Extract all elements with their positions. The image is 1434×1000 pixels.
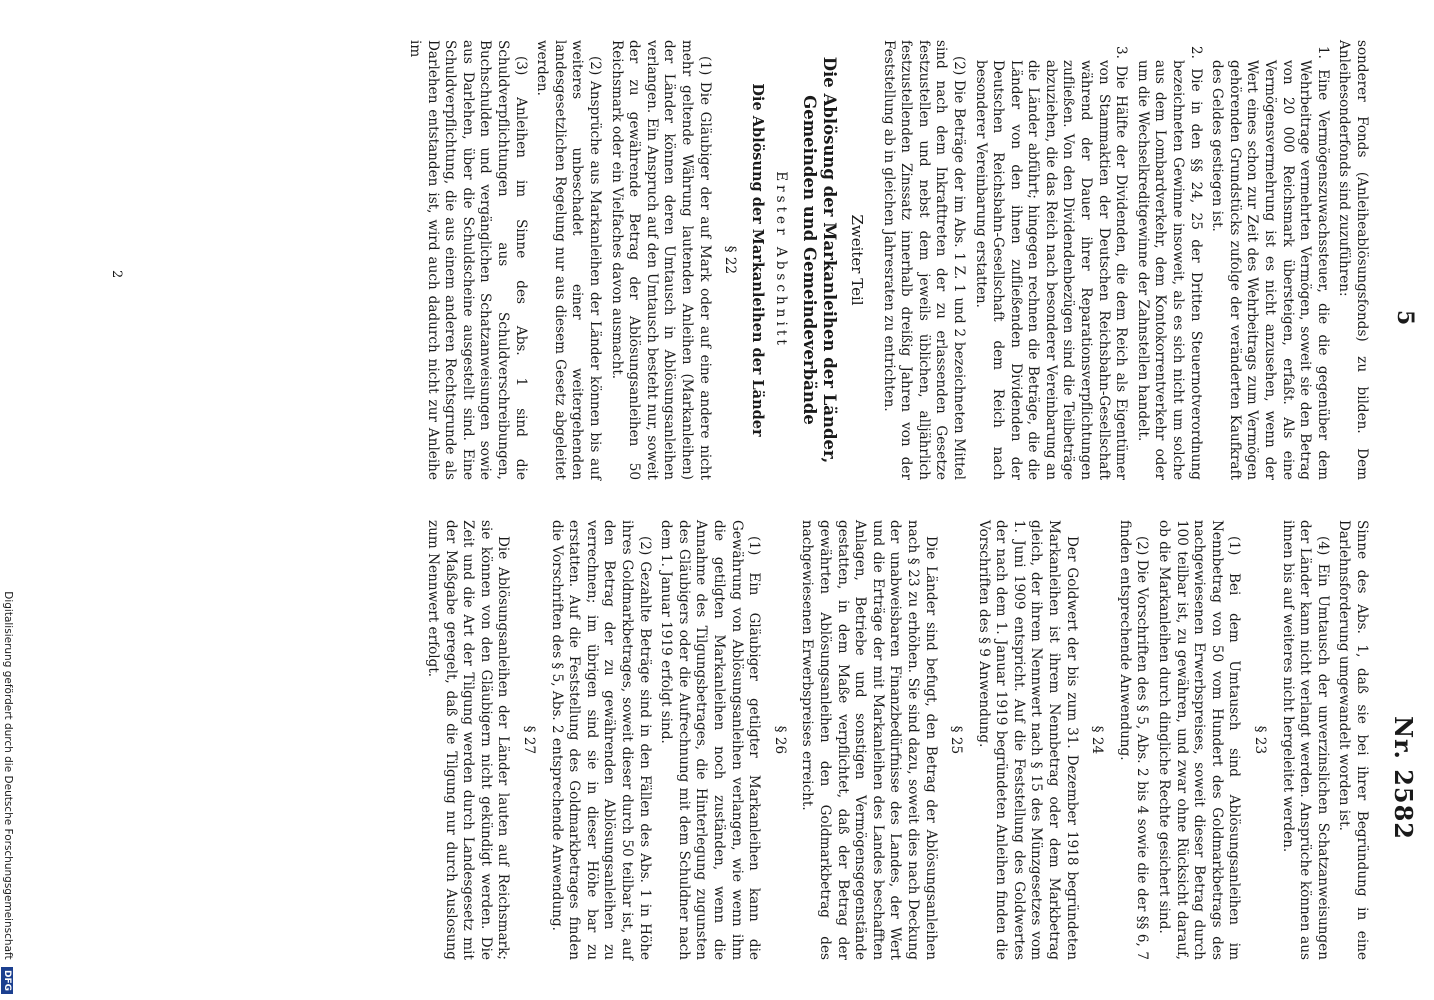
paragraph: Sinne des Abs. 1, daß sie bei ihrer Begründung in eine Darlehnsforderung umgewandelt worden ist.: [1336, 520, 1370, 960]
section-number: § 27: [521, 725, 538, 755]
left-column: [402, 40, 1371, 480]
section-number: § 24: [1089, 725, 1106, 755]
paragraph: Die Länder sind befugt, den Betrag der Ablösungsanleihen nach § 23 zu erhöhen. Sie sind dazu, soweit dies nach Deckung der unabweisbaren Finanzbedürfnisse des Landes, der Wert und die Erträge der mit Markanleihen des Landes beschafften Anlagen, Betriebe und sonstigen Vermögensgegenstände gestatten, in dem Maße verpflichtet, daß der Betrag der gewährten Ablösungsanleihen den Goldmarkbetrag des nachgewiesenen Erwerbspreises erreicht.: [799, 520, 939, 960]
digitization-stamp: [1, 0, 14, 1000]
paragraph: (3) Anleihen im Sinne des Abs. 1 sind die Schuldverpflichtungen aus Schuldverschreibungen, Buchschulden und vergänglichen Schatzanweisungen sowie aus Darlehen, über die Schuldscheine ausgestellt sind. Eine Schuldverpflichtung, die aus einem anderen Rechtsgrunde als Darlehen entstanden ist, wird auch dadurch nicht zur Anleihe im: [407, 40, 529, 480]
section-number: § 23: [1252, 725, 1269, 755]
subsection-title: Erster Abschnitt: [773, 171, 790, 349]
paragraph: (2) Gezahlte Beträge sind in den Fällen des Abs. 1 in Höhe ihres Goldmarkbetrages, soweit dieser durch 50 teilbar ist, auf den Betrag der zu gewährenden Ablösungsanleihen zu verrechnen; im übrigen sind sie in dieser Höhe bar zu erstatten. Auf die Feststellung des Goldmarkbetrages finden die Vorschriften des § 5, Abs. 2 entsprechende Anwendung.: [548, 520, 653, 960]
paragraph: (1) Die Gläubiger der auf Mark oder auf eine andere nicht mehr geltende Währung lautenden Anleihen (Markanleihen) der Länder können deren Umtausch in Ablösungsanleihen verlangen. Ein Anspruch auf den Umtausch besteht nur, soweit der zu gewährende Betrag der Ablösungsanleihen 50 Reichsmark oder ein Vielfaches davon ausmacht.: [608, 40, 713, 480]
paragraph: (1) Ein Gläubiger getilgter Markanleihen kann die Gewährung von Ablösungsanleihen verlangen, wie wenn ihm die getilgten Markanleihen noch zuständen, wenn die Annahme des Tilgungsbetrages, die Hinterlegung zugunsten des Gläubigers oder die Aufrechnung mit dem Schuldner nach dem 1. Januar 1919 erfolgt sind.: [658, 520, 763, 960]
paragraph: (4) Ein Umtausch der unverzinslichen Schatzanweisungen der Länder kann nicht verlangt werden. Ansprüche können aus ihnen bis auf weiteres nicht hergeleitet werden.: [1279, 520, 1331, 960]
part-title: Zweiter Teil: [847, 214, 866, 306]
subsection-heading: Die Ablösung der Markanleihen der Länder: [748, 83, 766, 437]
list-item: 2. Die in den §§ 24, 25 der Dritten Steuernotverordnung bezeichneten Gewinne insoweit, als es sich nicht um solche aus dem Lombardverkehr, dem Kontokorrentverkehr oder um die Wechselkreditgewinne der Zahnstellen handelt.: [1134, 46, 1204, 480]
list-item: 3. Die Hälfte der Dividenden, die dem Reich als Eigentümer von Stammaktien der Deutschen Reichsbahn-Gesellschaft während der Dauer ihrer Reparationsverpflichtungen zufließen. Von den Dividendenbezügen sind die Teilbeträge abzuziehen, die das Reich nach besonderer Vereinbarung an die Länder abführt; hingegen rechnen die Beträge, die die Länder von den ihnen zufließenden Dividenden der Deutschen Reichsbahn-Gesellschaft dem Reich nach besonderer Vereinbarung erstatten.: [972, 46, 1130, 480]
paragraph: Die Ablösungsanleihen der Länder lauten auf Reichsmark; sie können von den Gläubigern nicht gekündigt werden. Die Zeit und die Art der Tilgung werden durch Landesgesetz mit der Maßgabe geregelt, daß die Tilgung nur durch Auslosung zum Nennwert erfolgt.: [425, 520, 512, 960]
issue-number: Nr. 2582: [1389, 716, 1418, 840]
stamp-text: Digitalisierung gefördert durch die Deutsche Forschungsgemeinschaft: [2, 591, 14, 960]
paragraph: (1) Bei dem Umtausch sind Ablösungsanleihen im Nennbetrag von 50 vom Hundert des Goldmarkbetrags des nachgewiesenen Erwerbspreises, soweit dieser Betrag durch 100 teilbar ist, zu gewähren, und zwar ohne Rücksicht darauf, ob die Markanleihen durch dingliche Rechte gesichert sind.: [1156, 520, 1243, 960]
right-column: [420, 520, 1371, 960]
page-header: [1378, 40, 1418, 960]
paragraph: (2) Die Beträge der im Abs. 1 Z. 1 und 2 bezeichneten Mittel sind nach dem Inkrafttreten der zu erlassenden Gesetze festzustellen und nebst dem jeweils üblichen, alljährlich festzustellenden Zinssatz innerhalb dreißig Jahren von der Feststellung ab in gleichen Jahresraten zu entrichten.: [880, 40, 967, 480]
section-number: § 25: [948, 725, 965, 755]
section-number: § 22: [722, 245, 739, 275]
dfg-logo: DFG: [1, 967, 13, 994]
page-number: 5: [1392, 310, 1418, 326]
paragraph: sonderer Fonds (Anleiheablösungsfonds) zu bilden. Dem Anleihesonderfonds sind zuzuführen:: [1336, 40, 1370, 480]
list-item: 1. Eine Vermögenszuwachssteuer, die die gegenüber dem Wehrbeitrage vermehrten Vermögen, soweit sie den Betrag von 20 000 Reichsmark übersteigen, erfaßt. Als eine Vermögensvermehrung ist es nicht anzusehen, wenn der Wert eines schon zur Zeit des Wehrbeitrags zum Vermögen gehörenden Grundstücks zufolge der veränderten Kaufkraft des Geldes gestiegen ist.: [1209, 46, 1331, 480]
paragraph: (2) Die Vorschriften des § 5, Abs. 2 bis 4 sowie die der §§ 6, 7 finden entsprechende Anwendung.: [1116, 520, 1151, 960]
section-number: § 26: [771, 725, 788, 755]
part-heading: Die Ablösung der Markanleihen der Länder, Gemeinden und Gemeindeverbände: [800, 56, 840, 464]
footer-number: 2: [109, 270, 124, 279]
paragraph: (2) Ansprüche aus Markanleihen der Länder können bis auf weiteres unbeschadet einer weitergehenden landesgesetzlichen Regelung nur aus diesem Gesetz abgeleitet werden.: [534, 40, 604, 480]
paragraph: Der Goldwert der bis zum 31. Dezember 1918 begründeten Markanleihen ist ihrem Nennbetrag oder dem Markbetrag gleich, der ihrem Nennwert nach § 15 des Münzgesetzes vom 1. Juni 1909 entspricht. Auf die Feststellung des Goldwertes der nach dem 1. Januar 1919 begründeten Anleihen finden die Vorschriften des § 9 Anwendung.: [975, 520, 1080, 960]
